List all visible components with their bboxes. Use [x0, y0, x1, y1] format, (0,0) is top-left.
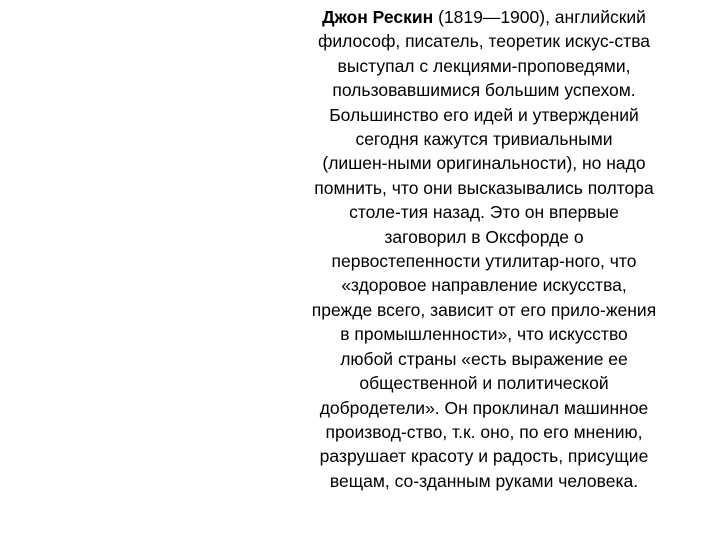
- text-line-3: выступал с лекциями-проповедями,: [337, 55, 631, 76]
- text-line-4: пользовавшимися большим успехом.: [332, 80, 636, 101]
- text-line-2: философ, писатель, теоретик искус-ства: [317, 31, 651, 52]
- text-line-19: разрушает красоту и радость, присущие: [319, 446, 649, 467]
- text-line-18: производ-ство, т.к. оно, по его мнению,: [325, 421, 643, 442]
- text-line-9: столе-тия назад. Это он впервые: [349, 202, 619, 223]
- text-line-5: Большинство его идей и утверждений: [329, 104, 639, 125]
- text-line-20: вещам, со-зданным руками человека.: [329, 470, 639, 491]
- text-line-8: помнить, что они высказывались полтора: [314, 177, 654, 198]
- text-line-14: в промышленности», что искусство: [340, 324, 628, 345]
- text-line-11: первостепенности утилитар-ного, что: [331, 251, 637, 272]
- author-name: Джон Рескин: [322, 7, 434, 27]
- author-dates: (1819—1900), английский: [433, 7, 646, 27]
- text-line-17: добродетели». Он проклинал машинное: [319, 397, 649, 418]
- text-line-13: прежде всего, зависит от его прило-жения: [311, 299, 657, 320]
- text-line-6: сегодня кажутся тривиальными: [355, 129, 613, 150]
- text-line-12: «здоровое направление искусства,: [341, 275, 627, 296]
- body-text: [280, 5, 688, 493]
- text-line-16: общественной и политической: [359, 373, 609, 394]
- text-line-7: (лишен-ными оригинальности), но надо: [322, 153, 646, 174]
- text-line-10: заговорил в Оксфорде о: [384, 226, 584, 247]
- text-line-15: любой страны «есть выражение ее: [340, 348, 628, 369]
- text-line-1: [280, 5, 688, 29]
